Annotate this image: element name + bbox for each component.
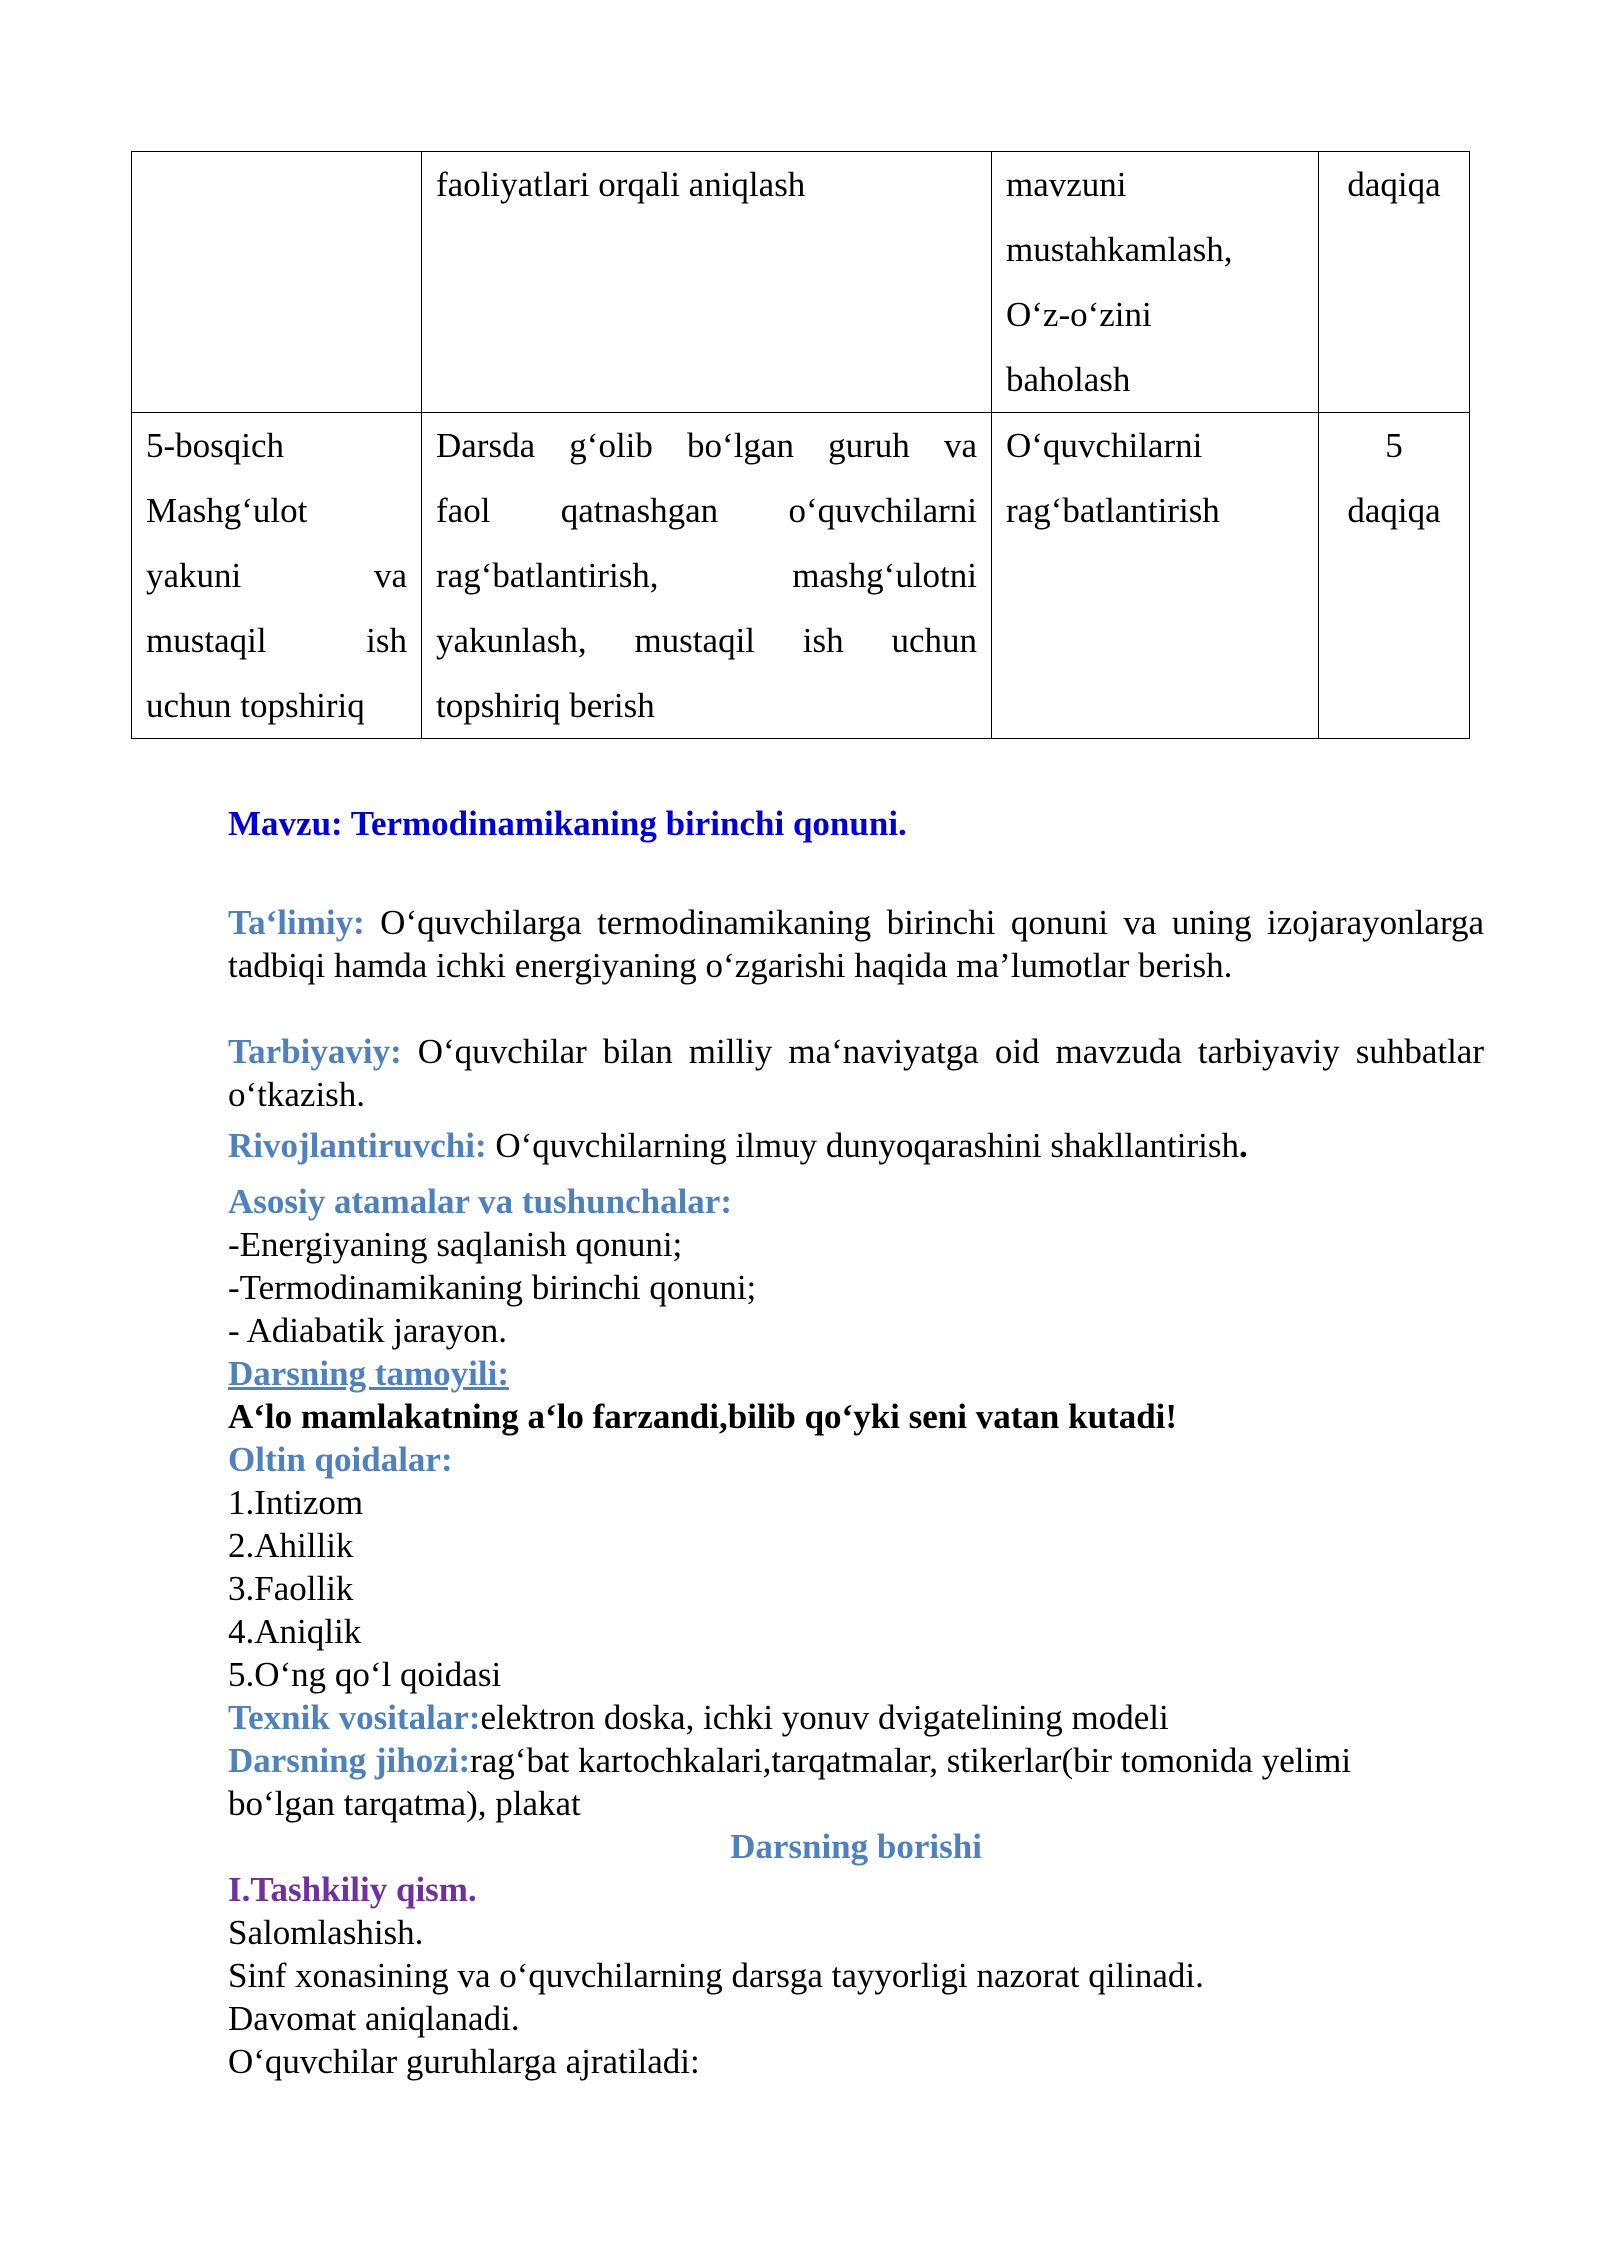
cell-text: mavzuni <box>1006 165 1127 204</box>
cell-text: topshiriq berish <box>436 686 655 725</box>
table-cell <box>132 152 422 413</box>
tashkiliy-line: O‘quvchilar guruhlarga ajratiladi: <box>228 2042 700 2081</box>
tashkiliy-line: Salomlashish. <box>228 1913 424 1952</box>
cell-text: 5 <box>1385 426 1403 465</box>
talimiy-label: Ta‘limiy: <box>228 903 365 942</box>
cell-text: yakunlash, mustaqil ish uchun <box>436 621 977 660</box>
tamoyil-label: Darsning tamoyili: <box>228 1354 509 1393</box>
tashkiliy-line: Sinf xonasining va o‘quvchilarning darsga tayyorligi nazorat qilinadi. <box>228 1956 1204 1995</box>
cell-text: mustahkamlash, <box>1006 230 1233 269</box>
table-row <box>132 152 1470 413</box>
table-cell <box>1319 413 1470 739</box>
list-item: 5.O‘ng qo‘l qoidasi <box>228 1655 502 1694</box>
cell-text: baholash <box>1006 360 1131 399</box>
cell-text: 5-bosqich <box>146 426 285 465</box>
table-row <box>132 413 1470 739</box>
table-cell <box>992 152 1319 413</box>
cell-text: rag‘batlantirish <box>1006 491 1220 530</box>
talimiy-paragraph <box>228 901 1484 987</box>
table-cell <box>422 413 992 739</box>
table-cell <box>992 413 1319 739</box>
cell-text: mustaqil ish <box>146 621 407 660</box>
cell-text: O‘z-o‘zini <box>1006 295 1152 334</box>
texnik-label: Texnik vositalar: <box>228 1698 481 1737</box>
cell-text: faoliyatlari orqali aniqlash <box>436 165 806 204</box>
rivoj-paragraph <box>228 1124 1484 1167</box>
cell-text: Darsda g‘olib bo‘lgan guruh va <box>436 426 977 465</box>
jihoz-label: Darsning jihozi: <box>228 1741 471 1780</box>
table-cell <box>422 152 992 413</box>
oltin-label: Oltin qoidalar: <box>228 1440 453 1479</box>
topic-title: Mavzu: Termodinamikaning birinchi qonuni. <box>228 804 907 843</box>
jihoz-line <box>228 1739 1484 1782</box>
cell-text: daqiqa <box>1347 491 1441 530</box>
tamoyil-text: A‘lo mamlakatning a‘lo farzandi,bilib qo‘yki seni vatan kutadi! <box>228 1397 1178 1436</box>
cell-text: uchun topshiriq <box>146 686 365 725</box>
tarbiyaviy-label: Tarbiyaviy: <box>228 1032 402 1071</box>
atamalar-section <box>228 1180 1484 2083</box>
list-item: 2.Ahillik <box>228 1526 354 1565</box>
cell-text: daqiqa <box>1347 165 1441 204</box>
tashkiliy-heading: I.Tashkiliy qism. <box>228 1870 477 1909</box>
texnik-text: elektron doska, ichki yonuv dvigatelining modeli <box>480 1698 1169 1737</box>
cell-text: rag‘batlantirish, mashg‘ulotni <box>436 556 977 595</box>
rivoj-label: Rivojlantiruvchi: <box>228 1126 487 1165</box>
atamalar-label: Asosiy atamalar va tushunchalar: <box>228 1182 732 1221</box>
rivoj-text: O‘quvchilarning ilmuy dunyoqarashini shakllantirish <box>486 1126 1239 1165</box>
tashkiliy-line: Davomat aniqlanadi. <box>228 1999 520 2038</box>
cell-text: yakuni va <box>146 556 407 595</box>
borishi-heading: Darsning borishi <box>730 1827 982 1866</box>
cell-text: O‘quvchilarni <box>1006 426 1203 465</box>
list-item: -Termodinamikaning birinchi qonuni; <box>228 1268 757 1307</box>
jihoz-text-cont: bo‘lgan tarqatma), plakat <box>228 1784 581 1823</box>
list-item: 1.Intizom <box>228 1483 364 1522</box>
list-item: 3.Faollik <box>228 1569 354 1608</box>
rivoj-end: . <box>1239 1126 1248 1165</box>
cell-text: Mashg‘ulot <box>146 491 308 530</box>
cell-text: faol qatnashgan o‘quvchilarni <box>436 491 977 530</box>
jihoz-text: rag‘bat kartochkalari,tarqatmalar, stikerlar(bir tomonida yelimi <box>470 1741 1352 1780</box>
list-item: - Adiabatik jarayon. <box>228 1311 507 1350</box>
table-cell <box>1319 152 1470 413</box>
tarbiyaviy-paragraph <box>228 1030 1484 1116</box>
list-item: 4.Aniqlik <box>228 1612 362 1651</box>
table-cell <box>132 413 422 739</box>
tarbiyaviy-text: O‘quvchilar bilan milliy ma‘naviyatga oid mavzuda tarbiyaviy suhbatlar o‘tkazish. <box>228 1032 1484 1114</box>
lesson-plan-table <box>131 151 1470 739</box>
list-item: -Energiyaning saqlanish qonuni; <box>228 1225 683 1264</box>
texnik-line <box>228 1696 1484 1739</box>
talimiy-text: O‘quvchilarga termodinamikaning birinchi qonuni va uning izojarayonlarga tadbiqi hamda ichki energiyaning o‘zgarishi haqida ma’lumotlar berish. <box>228 903 1484 985</box>
